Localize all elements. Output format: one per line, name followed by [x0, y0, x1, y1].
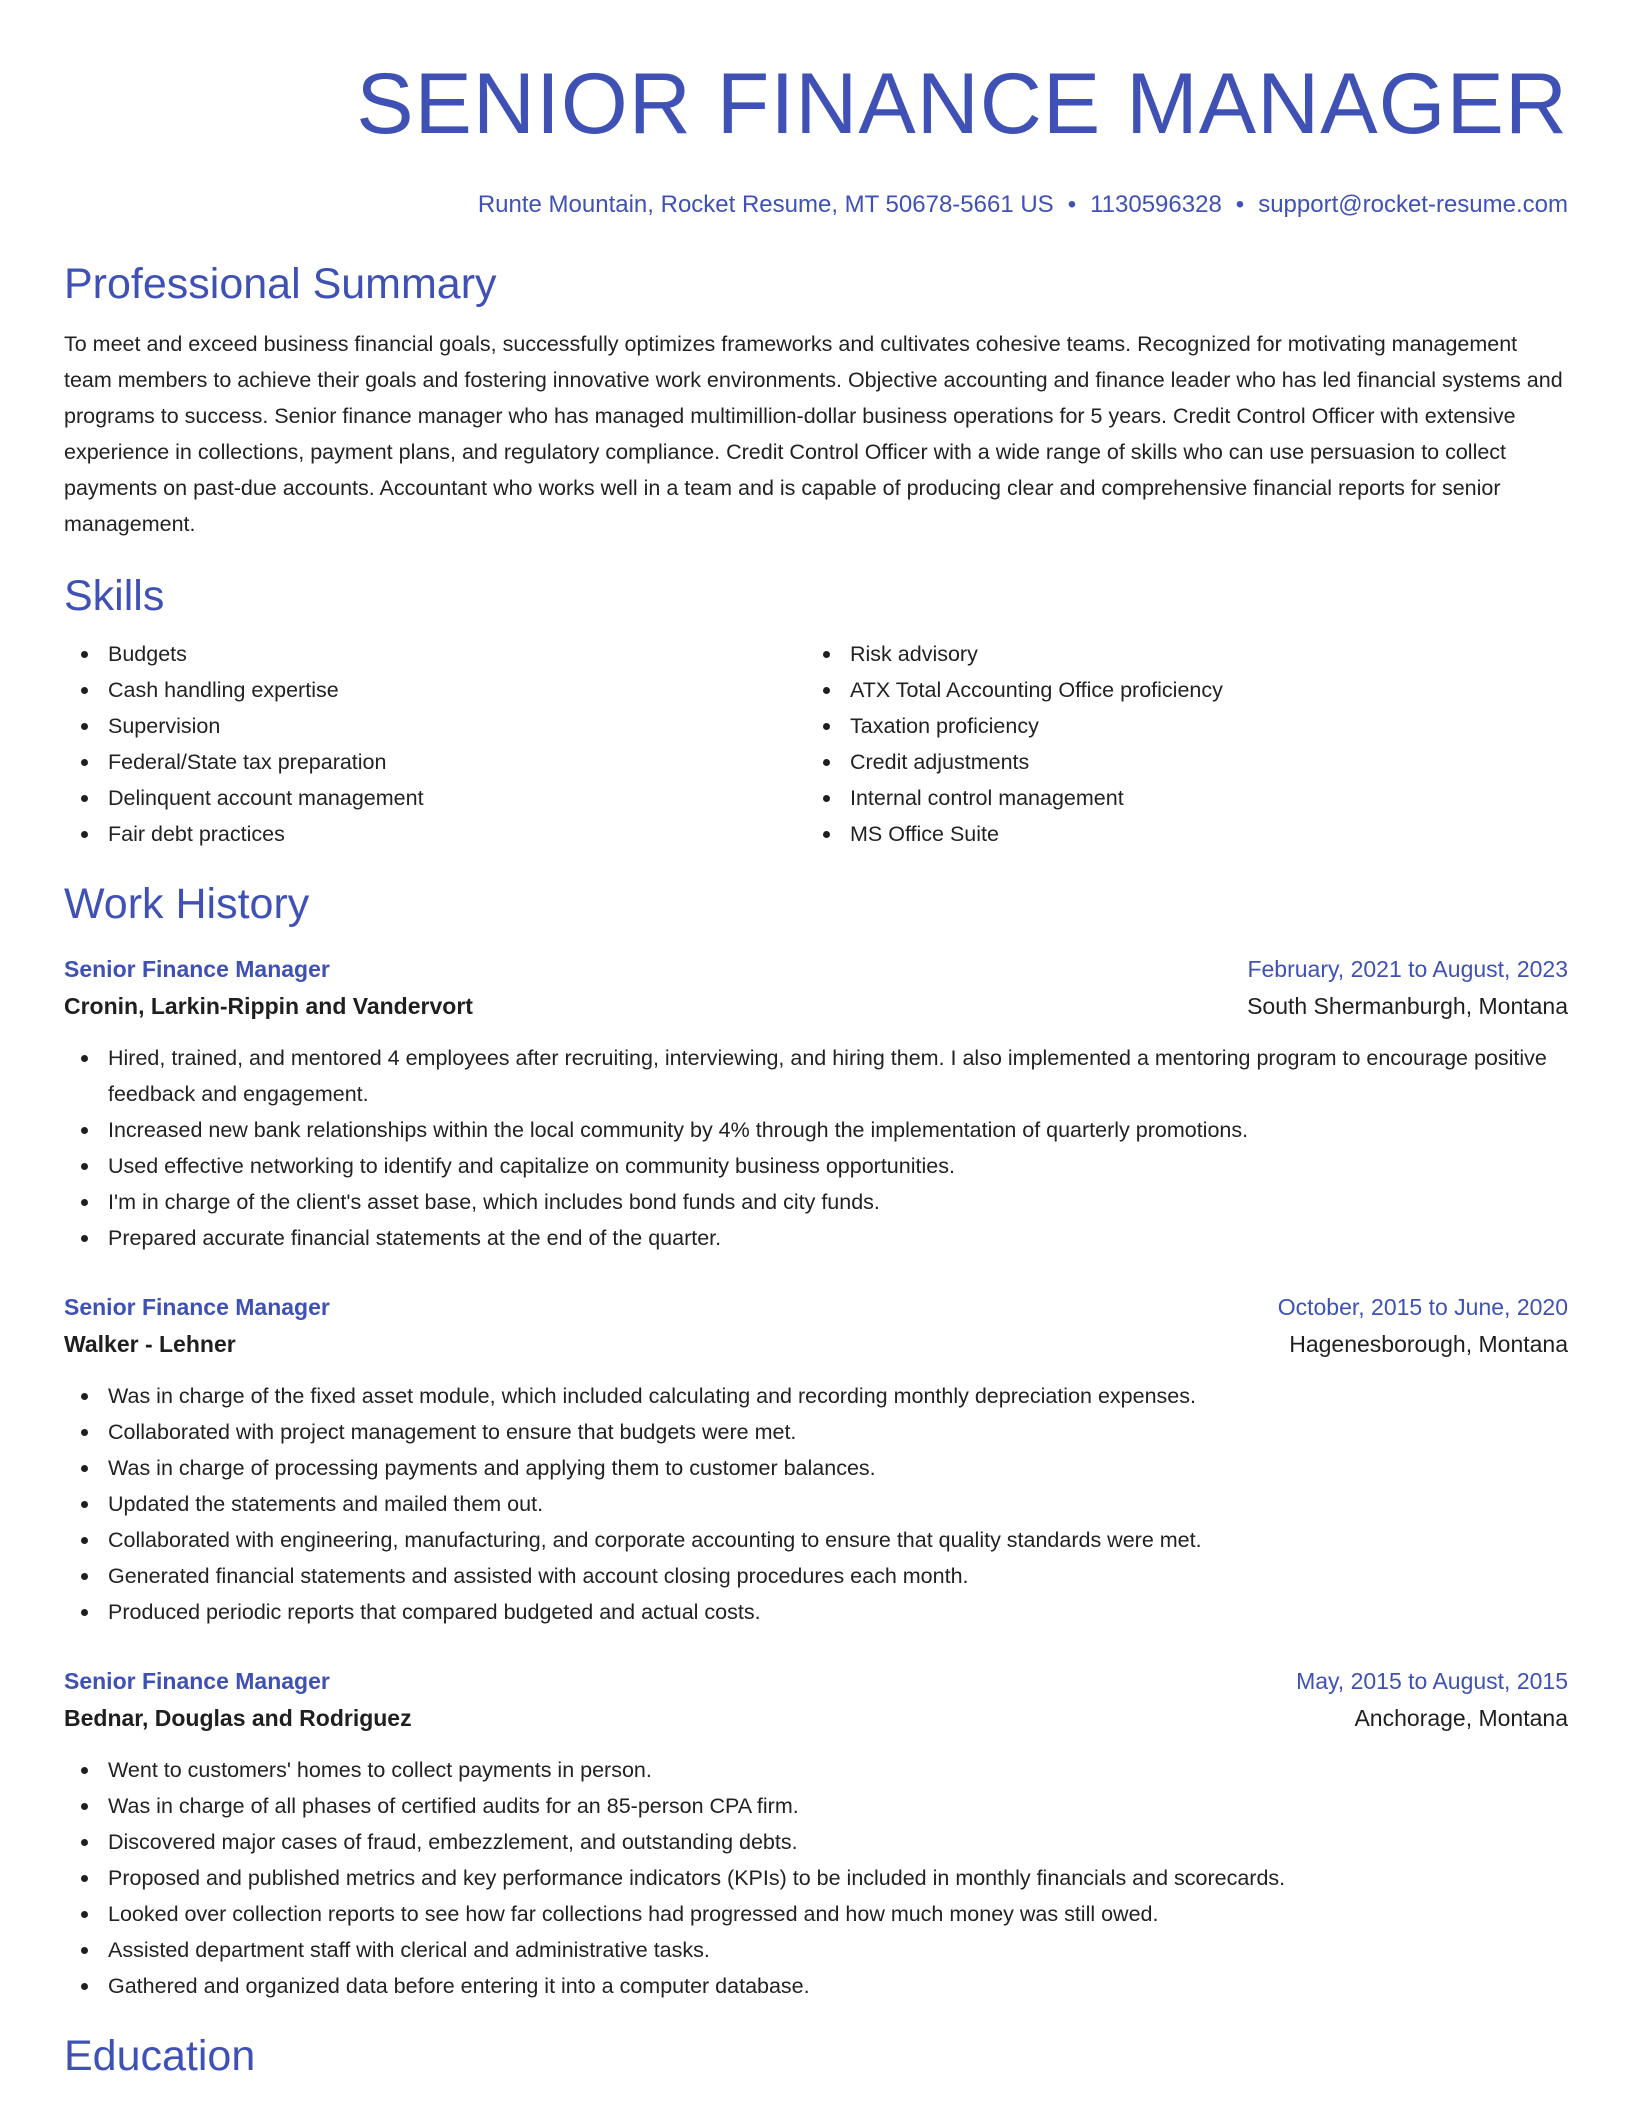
job-subheader — [64, 1698, 1568, 1738]
job-entry — [64, 1290, 1568, 1630]
job-bullet: I'm in charge of the client's asset base, which includes bond funds and city funds. — [64, 1184, 1568, 1220]
skill-item: Delinquent account management — [64, 780, 806, 816]
job-subheader — [64, 986, 1568, 1026]
job-bullets — [64, 1752, 1568, 2004]
section-title-summary: Professional Summary — [64, 260, 497, 308]
job-company: Cronin, Larkin-Rippin and Vandervort — [64, 993, 473, 1019]
job-title: Senior Finance Manager — [64, 1668, 330, 1694]
job-dates: February, 2021 to August, 2023 — [1247, 956, 1568, 982]
skill-item: Credit adjustments — [806, 744, 1548, 780]
job-bullet: Updated the statements and mailed them out. — [64, 1486, 1568, 1522]
job-bullet: Was in charge of all phases of certified audits for an 85-person CPA firm. — [64, 1788, 1568, 1824]
skills-grid — [64, 636, 1568, 852]
job-bullet: Hired, trained, and mentored 4 employees after recruiting, interviewing, and hiring them. I also implemented a mentoring program to encourage positive feedback and engagement. — [64, 1040, 1568, 1112]
job-bullet: Proposed and published metrics and key performance indicators (KPIs) to be included in monthly financials and scorecards. — [64, 1860, 1568, 1896]
job-location: Hagenesborough, Montana — [1289, 1331, 1568, 1357]
contact-email[interactable]: support@rocket-resume.com — [1258, 191, 1568, 218]
job-dates: October, 2015 to June, 2020 — [1277, 1294, 1568, 1320]
skill-item: Taxation proficiency — [806, 708, 1548, 744]
job-header — [64, 952, 1568, 986]
job-bullet: Was in charge of processing payments and applying them to customer balances. — [64, 1450, 1568, 1486]
job-bullet: Increased new bank relationships within the local community by 4% through the implementation of quarterly promotions. — [64, 1112, 1568, 1148]
section-title-skills: Skills — [64, 572, 165, 620]
job-bullet: Assisted department staff with clerical and administrative tasks. — [64, 1932, 1568, 1968]
job-header — [64, 1664, 1568, 1698]
job-bullet: Went to customers' homes to collect payments in person. — [64, 1752, 1568, 1788]
contact-separator: • — [1067, 191, 1077, 218]
contact-line — [64, 190, 1568, 220]
skills-column-left — [64, 636, 806, 852]
job-location: Anchorage, Montana — [1354, 1705, 1568, 1731]
section-title-work-history: Work History — [64, 880, 310, 928]
job-company: Bednar, Douglas and Rodriguez — [64, 1705, 412, 1731]
contact-phone[interactable]: 1130596328 — [1090, 191, 1222, 218]
job-entry — [64, 1664, 1568, 2004]
skill-item: Budgets — [64, 636, 806, 672]
job-bullets — [64, 1378, 1568, 1630]
skills-column-right — [806, 636, 1548, 852]
job-location: South Shermanburgh, Montana — [1247, 993, 1568, 1019]
job-entry — [64, 952, 1568, 1256]
job-bullet: Collaborated with engineering, manufacturing, and corporate accounting to ensure that quality standards were met. — [64, 1522, 1568, 1558]
job-company: Walker - Lehner — [64, 1331, 236, 1357]
resume-name: SENIOR FINANCE MANAGER — [356, 56, 1568, 152]
summary-text: To meet and exceed business financial goals, successfully optimizes frameworks and cultivates cohesive teams. Recognized for motivating management team members to achieve their goals and fostering innovative work environments. Objective accounting and finance leader who has led financial systems and programs to success. Senior finance manager who has managed multimillion-dollar business operations for 5 years. Credit Control Officer with extensive experience in collections, payment plans, and regulatory compliance. Credit Control Officer with a wide range of skills who can use persuasion to collect payments on past-due accounts. Accountant who works well in a team and is capable of producing clear and comprehensive financial reports for senior management. — [64, 332, 1563, 536]
job-bullet: Collaborated with project management to ensure that budgets were met. — [64, 1414, 1568, 1450]
job-bullet: Generated financial statements and assisted with account closing procedures each month. — [64, 1558, 1568, 1594]
skill-item: Fair debt practices — [64, 816, 806, 852]
skill-item: Risk advisory — [806, 636, 1548, 672]
job-title: Senior Finance Manager — [64, 1294, 330, 1320]
job-bullets — [64, 1040, 1568, 1256]
skill-item: ATX Total Accounting Office proficiency — [806, 672, 1548, 708]
job-dates: May, 2015 to August, 2015 — [1296, 1668, 1568, 1694]
job-title: Senior Finance Manager — [64, 956, 330, 982]
job-bullet: Used effective networking to identify and capitalize on community business opportunities. — [64, 1148, 1568, 1184]
job-bullet: Prepared accurate financial statements at the end of the quarter. — [64, 1220, 1568, 1256]
skill-item: Supervision — [64, 708, 806, 744]
skill-item: Federal/State tax preparation — [64, 744, 806, 780]
job-bullet: Gathered and organized data before entering it into a computer database. — [64, 1968, 1568, 2004]
contact-address: Runte Mountain, Rocket Resume, MT 50678-5661 US — [477, 191, 1054, 218]
resume-page — [64, 0, 1568, 2082]
skill-item: Internal control management — [806, 780, 1548, 816]
skill-item: Cash handling expertise — [64, 672, 806, 708]
job-header — [64, 1290, 1568, 1324]
job-subheader — [64, 1324, 1568, 1364]
section-title-education: Education — [64, 2032, 256, 2080]
job-bullet: Produced periodic reports that compared budgeted and actual costs. — [64, 1594, 1568, 1630]
job-bullet: Discovered major cases of fraud, embezzlement, and outstanding debts. — [64, 1824, 1568, 1860]
job-bullet: Was in charge of the fixed asset module, which included calculating and recording monthly depreciation expenses. — [64, 1378, 1568, 1414]
skill-item: MS Office Suite — [806, 816, 1548, 852]
contact-separator: • — [1235, 191, 1245, 218]
job-bullet: Looked over collection reports to see how far collections had progressed and how much money was still owed. — [64, 1896, 1568, 1932]
